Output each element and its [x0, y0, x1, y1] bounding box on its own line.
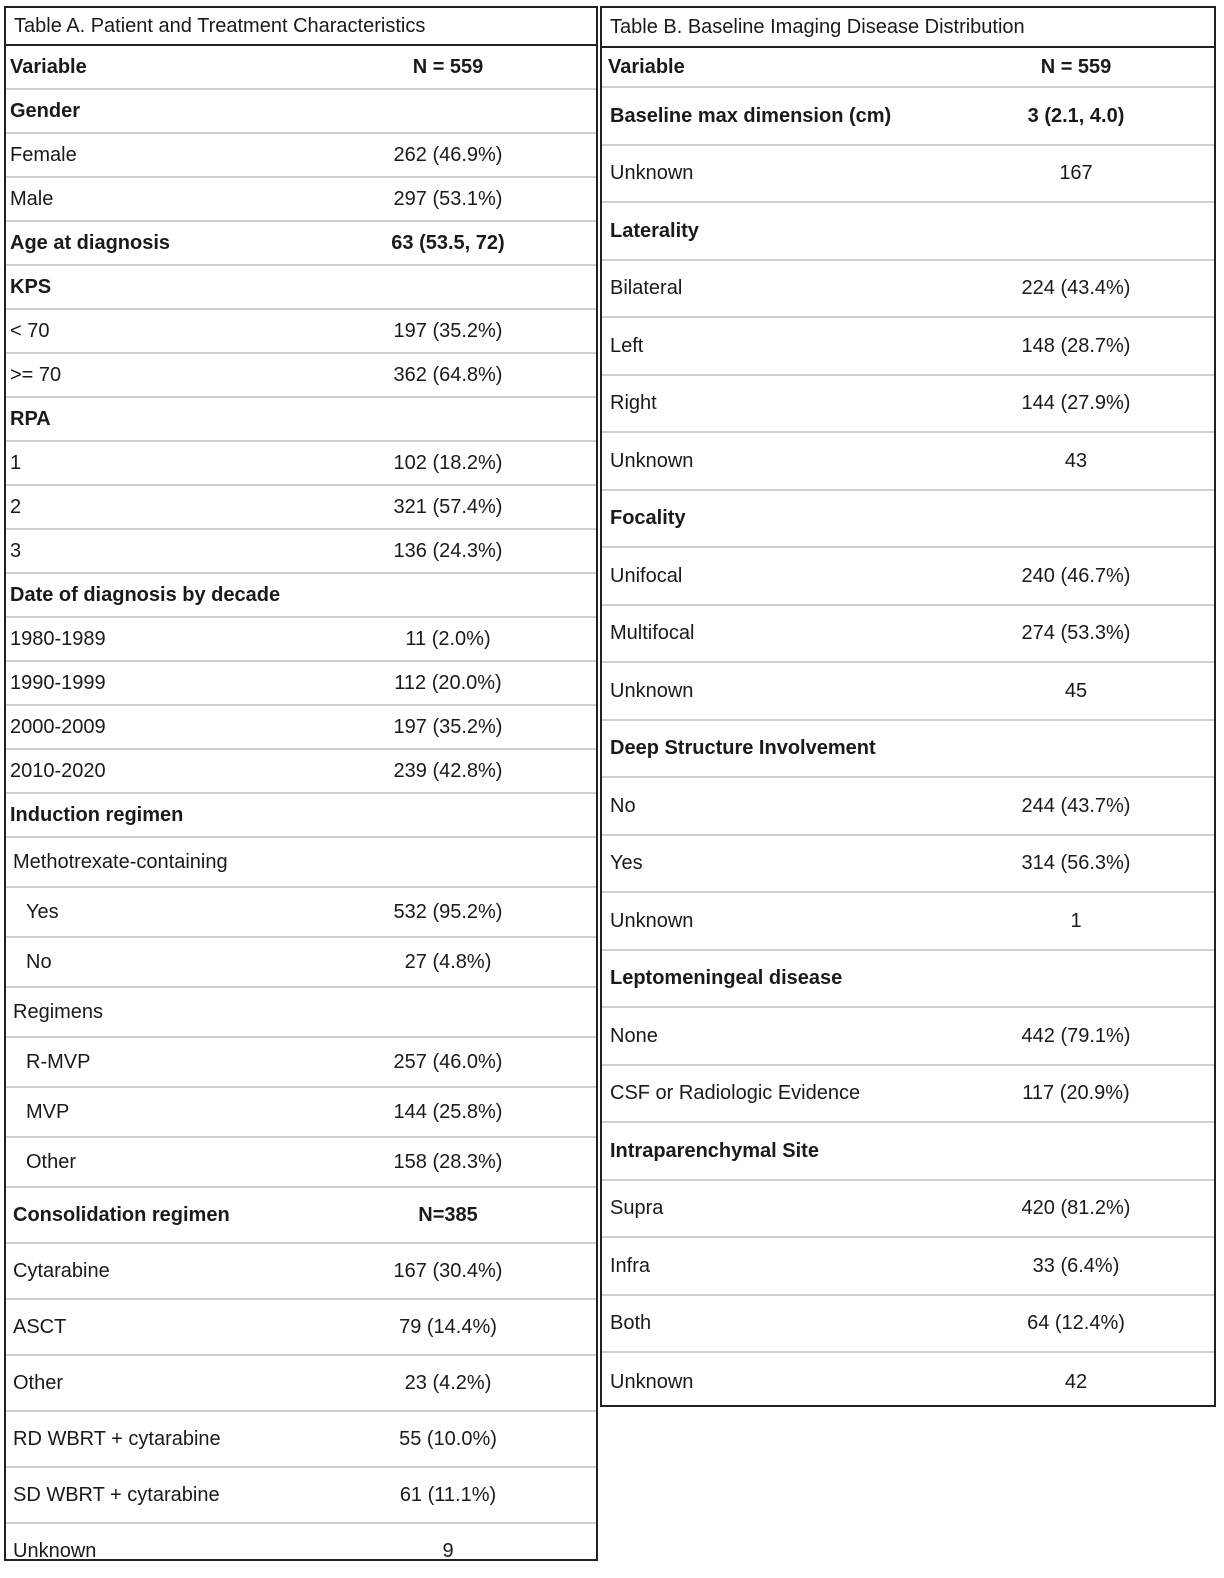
table-row [6, 750, 596, 794]
table-row [602, 778, 1214, 836]
row-label: Yes [610, 852, 643, 874]
table-row [6, 1356, 596, 1412]
row-value: 262 (46.9%) [393, 143, 503, 166]
table-row [602, 146, 1214, 203]
table-row [602, 1181, 1214, 1238]
table-row [602, 433, 1214, 491]
row-label: Unknown [610, 449, 694, 472]
row-label: Other [13, 1371, 64, 1394]
table-row [6, 178, 596, 222]
row-label: Leptomeningeal disease [610, 967, 843, 989]
table-row [602, 1008, 1214, 1066]
table-row [6, 1244, 596, 1300]
row-value: 63 (53.5, 72) [391, 231, 505, 254]
row-label: None [610, 1024, 658, 1047]
row-value: 240 (46.7%) [1021, 564, 1131, 587]
table-row [602, 951, 1214, 1008]
row-value: 45 [1064, 679, 1088, 702]
row-value: 64 (12.4%) [1027, 1312, 1125, 1334]
table-a [4, 6, 598, 1561]
table-row [6, 266, 596, 310]
row-label: Unknown [610, 162, 694, 184]
table-row [602, 1238, 1214, 1296]
row-label: Laterality [610, 219, 699, 242]
table-row [6, 442, 596, 486]
row-value: 167 (30.4%) [393, 1259, 503, 1282]
row-value: 197 (35.2%) [393, 715, 503, 738]
row-value: 239 (42.8%) [393, 759, 503, 782]
row-value: N = 559 [412, 55, 484, 78]
table-row [6, 988, 596, 1038]
table-row [602, 203, 1214, 261]
row-value: 3 (2.1, 4.0) [1027, 104, 1125, 127]
row-value: 197 (35.2%) [393, 319, 503, 342]
table-row [6, 1188, 596, 1244]
row-value: 43 [1064, 449, 1088, 472]
row-value: 136 (24.3%) [393, 539, 503, 562]
row-label: >= 70 [10, 363, 62, 386]
row-value: 158 (28.3%) [393, 1150, 503, 1173]
row-label: 2000-2009 [10, 715, 106, 738]
row-label: Bilateral [610, 277, 683, 299]
row-value: 27 (4.8%) [404, 950, 492, 973]
row-label: No [610, 794, 636, 817]
row-value: 314 (56.3%) [1021, 852, 1131, 874]
row-label: MVP [26, 1100, 70, 1123]
table-row [6, 662, 596, 706]
row-label: 1990-1999 [10, 671, 106, 694]
row-value: 1 [1070, 909, 1082, 932]
row-value: 257 (46.0%) [393, 1050, 503, 1073]
table-row [602, 376, 1214, 433]
table-row [6, 1412, 596, 1468]
row-label: 2 [10, 495, 22, 518]
row-label: Female [10, 143, 77, 166]
row-value: 362 (64.8%) [393, 363, 503, 386]
row-value: 144 (27.9%) [1021, 392, 1131, 414]
row-label: SD WBRT + cytarabine [13, 1483, 220, 1506]
row-label: 1 [10, 451, 22, 474]
row-value: 148 (28.7%) [1021, 334, 1131, 357]
row-value: 224 (43.4%) [1021, 277, 1131, 299]
table-row [6, 1038, 596, 1088]
table-row [602, 721, 1214, 778]
row-value: 321 (57.4%) [393, 495, 503, 518]
row-label: Variable [608, 55, 685, 78]
table-row [602, 548, 1214, 606]
table-row [6, 794, 596, 838]
row-label: 1980-1989 [10, 627, 106, 650]
table-row [6, 398, 596, 442]
table-row [602, 836, 1214, 893]
row-label: RPA [10, 407, 51, 430]
row-label: Age at diagnosis [10, 231, 171, 254]
table-row [6, 354, 596, 398]
row-label: CSF or Radiologic Evidence [610, 1082, 861, 1104]
row-value: 117 (20.9%) [1022, 1082, 1130, 1104]
row-label: R-MVP [26, 1050, 91, 1073]
table-row [602, 1296, 1214, 1353]
row-label: < 70 [10, 319, 50, 342]
row-label: Methotrexate-containing [13, 850, 228, 873]
row-label: Cytarabine [13, 1259, 110, 1282]
table-row [6, 1300, 596, 1356]
row-value: N = 559 [1040, 55, 1112, 78]
row-label: Consolidation regimen [13, 1203, 230, 1226]
row-value: N=385 [418, 1203, 478, 1226]
table-a-title: Table A. Patient and Treatment Characteristics [6, 8, 596, 46]
row-value: 244 (43.7%) [1021, 794, 1131, 817]
row-label: Left [610, 334, 644, 357]
row-label: Multifocal [610, 622, 695, 644]
table-row [602, 48, 1214, 88]
table-row [6, 530, 596, 574]
table-row [6, 1138, 596, 1188]
table-row [6, 1088, 596, 1138]
row-label: Baseline max dimension (cm) [610, 104, 892, 127]
row-label: Gender [10, 99, 81, 122]
row-value: 112 (20.0%) [394, 671, 502, 694]
row-value: 61 (11.1%) [399, 1483, 497, 1506]
row-label: RD WBRT + cytarabine [13, 1427, 221, 1450]
row-value: 42 [1064, 1370, 1088, 1393]
row-label: Other [26, 1150, 77, 1173]
table-row [6, 1468, 596, 1524]
row-label: Unknown [610, 909, 694, 932]
table-row [602, 1066, 1214, 1123]
table-row [6, 222, 596, 266]
table-row [602, 1353, 1214, 1411]
table-row [602, 606, 1214, 663]
row-label: Unknown [13, 1539, 97, 1562]
row-label: 3 [10, 539, 22, 562]
row-label: Unifocal [610, 564, 683, 587]
table-row [602, 491, 1214, 548]
row-value: 33 (6.4%) [1032, 1254, 1120, 1277]
row-label: ASCT [13, 1315, 67, 1338]
table-row [602, 893, 1214, 951]
table-row [602, 88, 1214, 146]
table-row [602, 261, 1214, 318]
row-label: Focality [610, 507, 686, 529]
table-row [6, 888, 596, 938]
table-row [6, 574, 596, 618]
row-label: 2010-2020 [10, 759, 106, 782]
table-b-body [602, 48, 1214, 1411]
row-label: Deep Structure Involvement [610, 737, 876, 759]
row-label: Male [10, 187, 54, 210]
table-a-body [6, 46, 596, 1578]
table-row [6, 46, 596, 90]
row-label: Yes [26, 900, 59, 923]
table-row [6, 134, 596, 178]
row-value: 23 (4.2%) [404, 1371, 492, 1394]
row-value: 11 (2.0%) [405, 627, 491, 650]
row-value: 102 (18.2%) [393, 451, 503, 474]
row-label: Induction regimen [10, 803, 184, 826]
row-value: 532 (95.2%) [393, 900, 503, 923]
row-value: 144 (25.8%) [393, 1100, 503, 1123]
row-label: KPS [10, 275, 52, 298]
table-row [602, 318, 1214, 376]
row-label: Regimens [13, 1000, 104, 1023]
table-row [6, 618, 596, 662]
table-row [6, 706, 596, 750]
row-label: Right [610, 392, 657, 414]
table-row [6, 486, 596, 530]
table-row [6, 938, 596, 988]
row-value: 79 (14.4%) [399, 1315, 497, 1338]
row-value: 420 (81.2%) [1021, 1197, 1131, 1219]
table-row [602, 1123, 1214, 1181]
row-value: 55 (10.0%) [399, 1427, 497, 1450]
table-row [6, 90, 596, 134]
row-label: Variable [10, 55, 87, 78]
table-row [6, 838, 596, 888]
row-label: Intraparenchymal Site [610, 1139, 819, 1162]
row-label: Infra [610, 1254, 651, 1277]
row-value: 274 (53.3%) [1021, 622, 1131, 644]
row-value: 297 (53.1%) [393, 187, 503, 210]
row-label: Unknown [610, 1370, 694, 1393]
row-label: Both [610, 1312, 652, 1334]
row-label: Date of diagnosis by decade [10, 583, 281, 606]
table-b [600, 6, 1216, 1407]
row-value: 167 [1059, 162, 1093, 184]
row-value: 9 [442, 1539, 454, 1562]
row-value: 442 (79.1%) [1021, 1024, 1131, 1047]
table-b-title: Table B. Baseline Imaging Disease Distribution [602, 8, 1214, 48]
row-label: Supra [610, 1197, 664, 1219]
row-label: No [26, 950, 52, 973]
table-row [602, 663, 1214, 721]
table-row [6, 310, 596, 354]
row-label: Unknown [610, 679, 694, 702]
